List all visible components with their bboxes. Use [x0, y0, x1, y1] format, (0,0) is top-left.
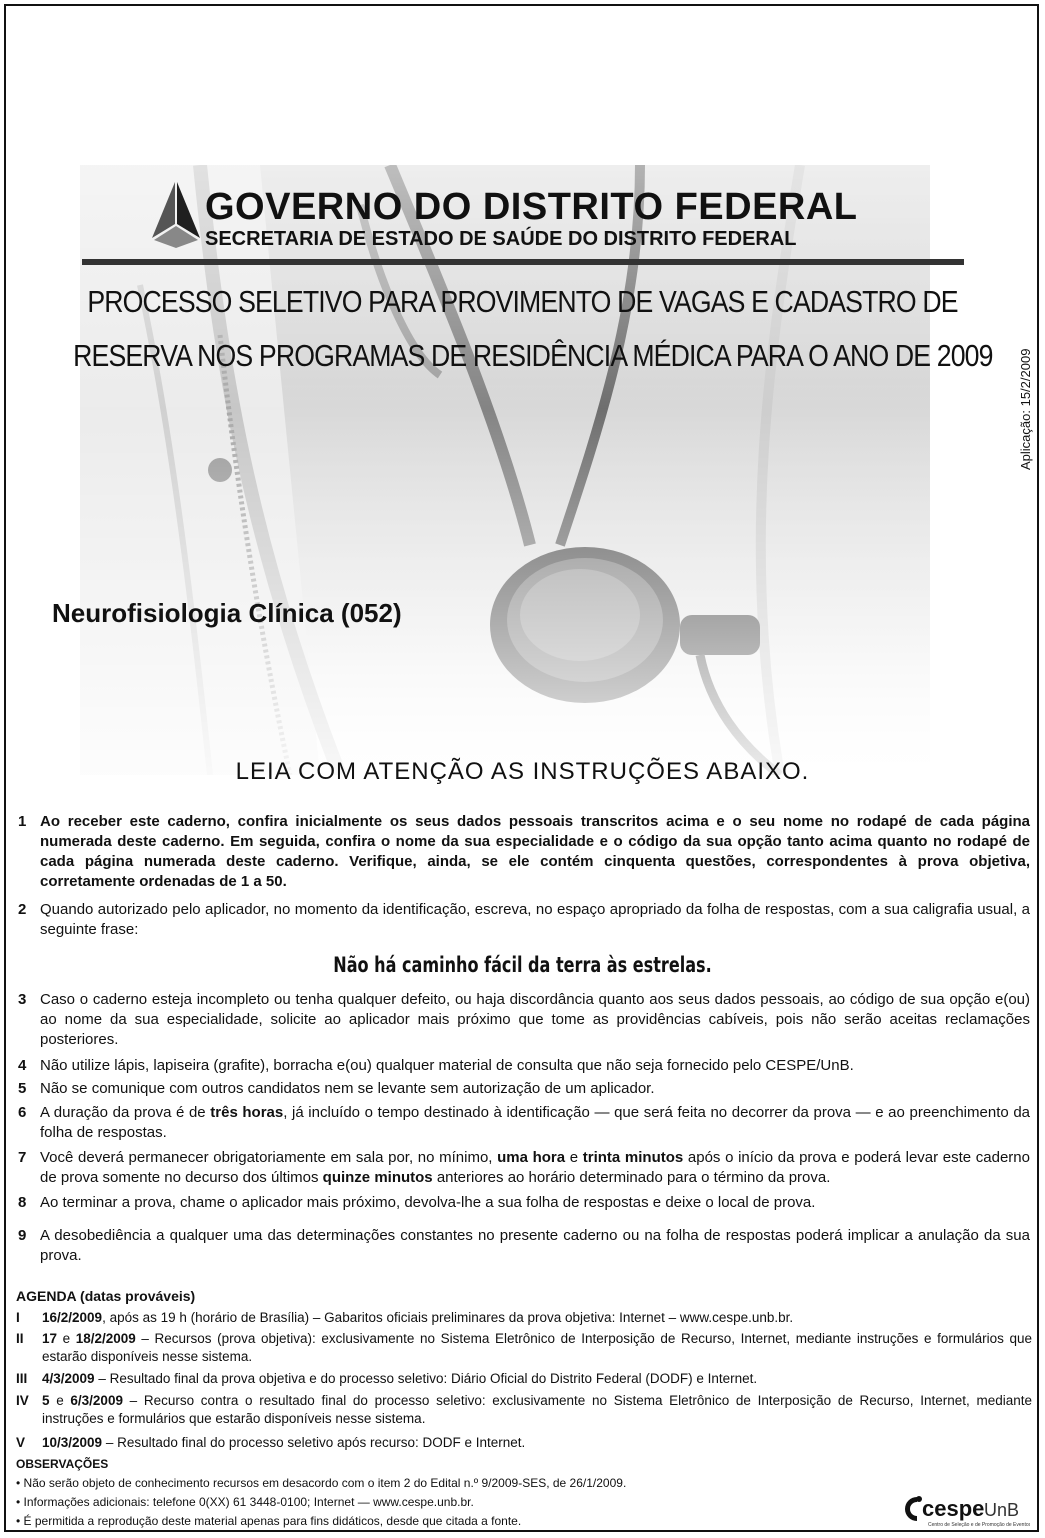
agenda-number: I [16, 1310, 20, 1325]
government-title: GOVERNO DO DISTRITO FEDERAL [205, 186, 858, 228]
instruction-number: 9 [18, 1227, 27, 1244]
svg-text:Centro de Seleção e de Promoçã: Centro de Seleção e de Promoção de Eventos [928, 1522, 1030, 1528]
process-title-line-1: PROCESSO SELETIVO PARA PROVIMENTO DE VAGAS E CADASTRO DE [87, 284, 958, 319]
instruction-number: 1 [18, 813, 27, 830]
instructions-heading: LEIA COM ATENÇÃO AS INSTRUÇÕES ABAIXO. [235, 758, 810, 785]
agenda-text: 16/2/2009, após as 19 h (horário de Brasília) – Gabaritos oficiais preliminares da prova objetiva: Internet – www.cespe.unb.br. [42, 1310, 794, 1325]
instruction-text: Quando autorizado pelo aplicador, no momento da identificação, escreva, no espaço apropriado da folha de respostas, com a sua caligrafia usual, a seguinte frase: [40, 901, 1030, 938]
stethoscope-photo [80, 165, 930, 775]
agenda-number: III [16, 1371, 28, 1386]
agenda-number: V [16, 1435, 26, 1450]
agenda-number: II [16, 1331, 24, 1346]
svg-text:cespe: cespe [922, 1496, 985, 1521]
specialty-title: Neurofisiologia Clínica (052) [52, 598, 402, 628]
header-divider [82, 259, 964, 265]
agenda-title: AGENDA (datas prováveis) [16, 1288, 196, 1304]
handwriting-phrase: Não há caminho fácil da terra às estrelas. [333, 953, 712, 977]
instruction-number: 3 [18, 991, 27, 1008]
instruction-number: 4 [18, 1057, 27, 1074]
instruction-number: 8 [18, 1194, 27, 1211]
instruction-8 [18, 1193, 1030, 1213]
instruction-3 [18, 990, 1030, 1050]
agenda-text: 4/3/2009 – Resultado final da prova objetiva e do processo seletivo: Diário Oficial do Distrito Federal (DODF) e Internet. [42, 1371, 758, 1386]
instruction-number: 5 [18, 1080, 27, 1097]
observation-3: • É permitida a reprodução deste material apenas para fins didáticos, desde que citada a fonte. [16, 1514, 522, 1528]
instruction-number: 7 [18, 1149, 27, 1166]
instruction-5 [18, 1079, 1030, 1099]
instruction-text: A duração da prova é de três horas, já incluído o tempo destinado à identificação — que será feita no decorrer da prova — e ao preenchimento da folha de respostas. [40, 1104, 1030, 1141]
instruction-number: 6 [18, 1104, 27, 1121]
secretaria-title: SECRETARIA DE ESTADO DE SAÚDE DO DISTRITO FEDERAL [205, 228, 797, 250]
agenda-text: 17 e 18/2/2009 – Recursos (prova objetiva): exclusivamente no Sistema Eletrônico de Interposição de Recurso, Internet, mediante instruções e formulários que estarão disponíveis nesse sistema. [42, 1331, 1033, 1364]
observations-title: OBSERVAÇÕES [16, 1457, 109, 1471]
cespe-logo [900, 1492, 1030, 1530]
instruction-text: Caso o caderno esteja incompleto ou tenha qualquer defeito, ou haja discordância quanto aos seus dados pessoais, ao código de sua opção e(ou) ao nome da sua especialidade, solicite ao aplicador mais próximo que tome as providências cabíveis, pois não serão aceitas reclamações posteriores. [40, 991, 1030, 1048]
observation-1: • Não serão objeto de conhecimento recursos em desacordo com o item 2 do Edital n.º 9/2009-SES, de 26/1/2009. [16, 1476, 627, 1490]
agenda-item-4 [16, 1392, 1032, 1428]
instruction-text: Não utilize lápis, lapiseira (grafite), borracha e(ou) qualquer material de consulta que não seja fornecido pelo CESPE/UnB. [40, 1057, 854, 1074]
agenda-item-5 [16, 1434, 1032, 1452]
instruction-text: Ao terminar a prova, chame o aplicador mais próximo, devolva-lhe a sua folha de respostas e deixe o local de prova. [40, 1194, 816, 1211]
agenda-item-1 [16, 1309, 1032, 1327]
process-title-line-2: RESERVA NOS PROGRAMAS DE RESIDÊNCIA MÉDICA PARA O ANO DE 2009 [73, 338, 993, 373]
instruction-9 [18, 1226, 1030, 1266]
instruction-4 [18, 1056, 1030, 1076]
instruction-text: A desobediência a qualquer uma das determinações constantes no presente caderno ou na folha de respostas poderá implicar a anulação da sua prova. [40, 1227, 1030, 1264]
instruction-6 [18, 1103, 1030, 1143]
instruction-2 [18, 900, 1030, 940]
svg-text:UnB: UnB [984, 1500, 1020, 1520]
stethoscope-illustration [80, 165, 930, 775]
instruction-7 [18, 1148, 1030, 1188]
instruction-1 [18, 812, 1030, 892]
gdf-logo [150, 180, 202, 250]
application-date: Aplicação: 15/2/2009 [1018, 348, 1033, 470]
agenda-item-2 [16, 1330, 1032, 1366]
instruction-text: Você deverá permanecer obrigatoriamente em sala por, no mínimo, uma hora e trinta minutos após o início da prova e poderá levar este caderno de prova somente no decurso dos últimos quinze minutos anteriores ao horário determinado para o término da prova. [40, 1149, 1030, 1186]
observation-2: • Informações adicionais: telefone 0(XX) 61 3448-0100; Internet — www.cespe.unb.br. [16, 1495, 474, 1509]
cespe-logo-mark [900, 1492, 1030, 1530]
instruction-number: 2 [18, 901, 27, 918]
instruction-text: Não se comunique com outros candidatos nem se levante sem autorização de um aplicador. [40, 1080, 655, 1097]
agenda-text: 5 e 6/3/2009 – Recurso contra o resultado final do processo seletivo: exclusivamente no Sistema Eletrônico de Interposição de Recurso, Internet, mediante instruções e formulários que estarão disponíveis nesse sistema. [42, 1393, 1032, 1426]
agenda-item-3 [16, 1370, 1032, 1388]
agenda-number: IV [16, 1393, 29, 1408]
instruction-text: Ao receber este caderno, confira inicialmente os seus dados pessoais transcritos acima e o seu nome no rodapé de cada página numerada deste caderno. Em seguida, confira o nome da sua especialidade e o código da sua opção tanto acima quanto no rodapé de cada página numerada deste caderno. Verifique, ainda, se ele contém cinquenta questões, correspondentes à prova objetiva, corretamente ordenadas de 1 a 50. [40, 813, 1030, 890]
agenda-text: 10/3/2009 – Resultado final do processo seletivo após recurso: DODF e Internet. [42, 1435, 526, 1450]
